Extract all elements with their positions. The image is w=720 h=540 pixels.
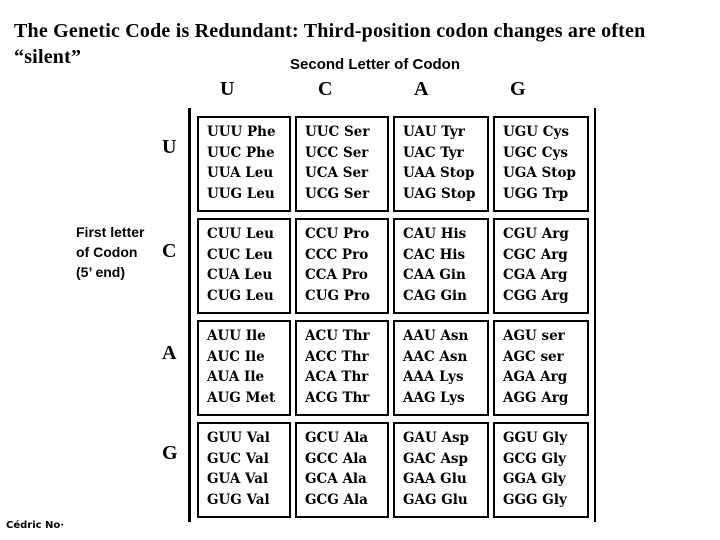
- second-letter-u: U: [220, 78, 235, 100]
- first-letter-label-line-1: First letter: [76, 224, 145, 240]
- codon: UCG Ser: [305, 185, 370, 202]
- first-letter-g: G: [162, 442, 178, 464]
- codon: GGG Gly: [503, 491, 567, 508]
- codon: CGU Arg: [503, 226, 569, 242]
- codon-cell-cc: [295, 218, 389, 314]
- codon: CUG Leu: [207, 287, 274, 304]
- first-letter-label-line-2: of Codon: [76, 244, 138, 260]
- codon: AGA Arg: [503, 369, 568, 385]
- codon: AUU Ile: [207, 328, 266, 344]
- codon: AUA Ile: [207, 369, 265, 385]
- codon: CGC Arg: [503, 246, 568, 263]
- codon: AGC ser: [503, 348, 564, 365]
- codon: CAC His: [403, 246, 466, 263]
- codon: UAA Stop: [403, 165, 475, 181]
- codon: GAG Glu: [403, 491, 468, 508]
- first-letter-label: [76, 222, 176, 282]
- codon-table: [188, 108, 596, 522]
- first-letter-a: A: [162, 342, 177, 364]
- codon: GCG Gly: [503, 450, 567, 467]
- codon-cell-ua: [393, 116, 489, 212]
- codon: CCU Pro: [305, 226, 370, 242]
- codon: AUG Met: [207, 389, 276, 406]
- codon: UAU Tyr: [403, 124, 465, 140]
- codon-cell-ac: [295, 320, 389, 416]
- codon: GUC Val: [207, 450, 269, 467]
- second-letter-a: A: [414, 78, 429, 100]
- codon: GAC Asp: [403, 450, 468, 467]
- codon: CUA Leu: [207, 267, 273, 283]
- codon-cell-gc: [295, 422, 389, 518]
- codon: CAU His: [403, 226, 467, 242]
- codon: UUC Ser: [305, 124, 370, 140]
- codon: UGG Trp: [503, 185, 569, 202]
- second-letter-g: G: [510, 78, 526, 100]
- codon: UUC Phe: [207, 144, 275, 161]
- codon: AGU ser: [503, 328, 565, 344]
- codon: ACU Thr: [305, 328, 370, 344]
- slide-title: The Genetic Code is Redundant: Third-position codon changes are often “silent”: [14, 20, 646, 68]
- codon-cell-ga: [393, 422, 489, 518]
- codon: CUG Pro: [305, 287, 371, 304]
- second-letter-c: C: [318, 78, 333, 100]
- codon: ACC Thr: [305, 348, 369, 365]
- codon-cell-uu: [197, 116, 291, 212]
- codon: AAC Asn: [403, 348, 468, 365]
- codon: UGU Cys: [503, 124, 569, 140]
- codon: UCA Ser: [305, 165, 369, 181]
- codon: AUC Ile: [207, 348, 265, 365]
- codon: UCC Ser: [305, 144, 369, 161]
- codon: UAC Tyr: [403, 144, 464, 161]
- codon: GCA Ala: [305, 471, 367, 487]
- codon: AAG Lys: [403, 389, 465, 406]
- codon: GUG Val: [207, 491, 270, 508]
- codon: CUU Leu: [207, 226, 274, 242]
- author-credit: Cédric No·: [6, 520, 65, 531]
- codon-cell-aa: [393, 320, 489, 416]
- codon: GGA Gly: [503, 471, 566, 487]
- codon: UGC Cys: [503, 144, 568, 161]
- first-letter-label-line-3: (5’ end): [76, 264, 126, 280]
- codon: GAA Glu: [403, 471, 467, 487]
- codon: AGG Arg: [503, 389, 569, 406]
- codon-cell-gg: [493, 422, 589, 518]
- codon: AAA Lys: [403, 369, 464, 385]
- codon-cell-cu: [197, 218, 291, 314]
- codon: CAA Gin: [403, 267, 466, 283]
- codon: UAG Stop: [403, 185, 476, 202]
- codon-cell-uc: [295, 116, 389, 212]
- first-letter-c: C: [162, 240, 177, 262]
- codon: UUG Leu: [207, 185, 275, 202]
- codon: UUA Leu: [207, 165, 274, 181]
- codon: CAG Gin: [403, 287, 467, 304]
- codon-cell-gu: [197, 422, 291, 518]
- codon: GAU Asp: [403, 430, 469, 446]
- codon: ACG Thr: [305, 389, 370, 406]
- codon: CCC Pro: [305, 246, 369, 263]
- codon: CCA Pro: [305, 267, 368, 283]
- codon: GUA Val: [207, 471, 269, 487]
- second-letter-heading: Second Letter of Codon: [290, 56, 460, 73]
- codon: UGA Stop: [503, 165, 576, 181]
- codon: GCC Ala: [305, 450, 368, 467]
- codon: GGU Gly: [503, 430, 568, 446]
- codon-cell-ug: [493, 116, 589, 212]
- first-letter-u: U: [162, 136, 177, 158]
- codon-cell-au: [197, 320, 291, 416]
- codon-cell-ca: [393, 218, 489, 314]
- codon: AAU Asn: [403, 328, 469, 344]
- codon: CGG Arg: [503, 287, 569, 304]
- codon: GCU Ala: [305, 430, 369, 446]
- codon: UUU Phe: [207, 124, 276, 140]
- codon: GCG Ala: [305, 491, 368, 508]
- codon: CGA Arg: [503, 267, 568, 283]
- codon: ACA Thr: [305, 369, 369, 385]
- codon-cell-cg: [493, 218, 589, 314]
- codon-cell-ag: [493, 320, 589, 416]
- codon: GUU Val: [207, 430, 270, 446]
- codon: CUC Leu: [207, 246, 273, 263]
